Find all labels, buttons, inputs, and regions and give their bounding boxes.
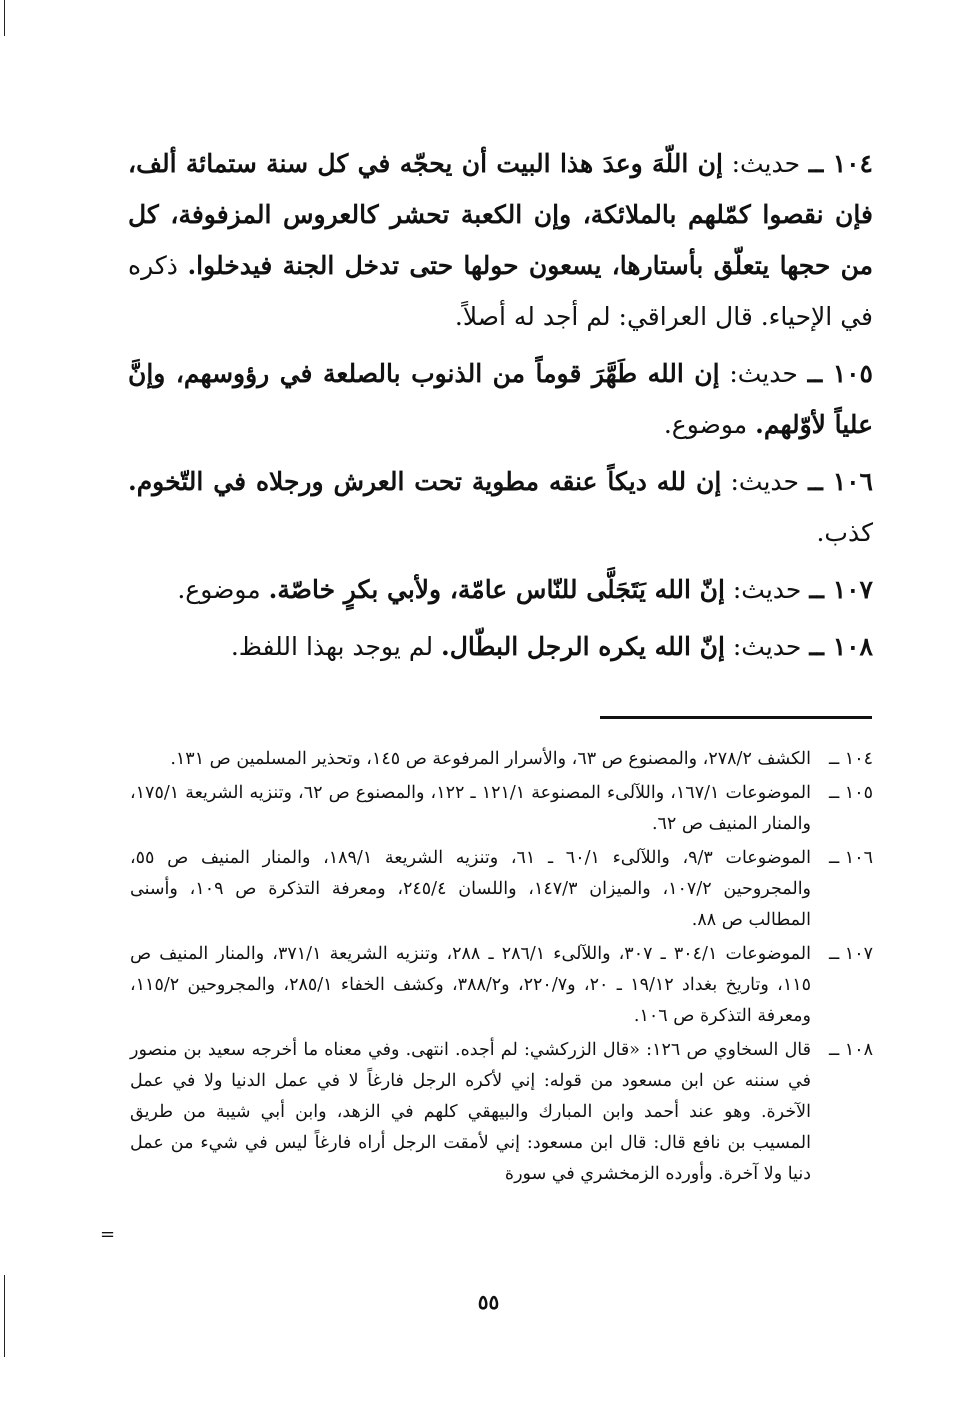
footnote-text: قال السخاوي ص ١٢٦: «قال الزركشي: لم أجده. انتهى. وفي معناه ما أخرجه سعيد بن منصور في سننه عن ابن مسعود من قوله: إني لأكره الرجل فارغاً لا في عمل الدنيا ولا في عمل الآخرة. وهو عند أحمد وابن المبارك والبيهقي كلهم في الزهد، وابن أبي شيبة من طريق المسيب بن نافع قال: قال ابن مسعود: إني لأمقت الرجل أراه فارغاً ليس في شيء من عمل دنيا ولا آخرة. وأورده الزمخشري في سورة [130,1040,811,1184]
hadith-text: إن لله ديكاً عنقه مطوية تحت العرش ورجلاه في التّخوم. [128,467,722,496]
hadith-text: إن اللّهَ وعدَ هذا البيت أن يحجّه في كل سنة ستمائة ألف، فإن نقصوا كمّلهم بالملائكة، وإن الكعبة تحشر كالعروس المزفوفة، كل من حجها يتعلّق بأستارها، يسعون حولها حتى تدخل الجنة فيدخلوا. [128,149,874,280]
footnote-text: الكشف ٢٧٨/٢، والمصنوع ص ٦٣، والأسرار المرفوعة ص ١٤٥، وتحذير المسلمين ص ١٣١. [170,749,811,769]
entry-number: ١٠٨ ــ [809,632,873,661]
footnote-text: الموضوعات ٣٠٤/١ ـ ٣٠٧، واللآلىء ٢٨٦/١ ـ ٢٨٨، وتنزيه الشريعة ٣٧١/١، والمنار المنيف ص ١١٥، وتاريخ بغداد ١٩/١٢ ـ ٢٠، و٢٢٠/٧، و٣٨٨/٢، وكشف الخفاء ٢٨٥/١، والمجروحين ١١٥/٢، ومعرفة التذكرة ص ١٠٦. [130,944,812,1026]
footnote-number: ١٠٥ ــ [828,783,873,803]
hadith-verdict: موضوع. [663,410,748,439]
hadith-text: إنّ الله يَتَجَلَّى للنّاس عامّة، ولأبي بكرٍ خاصّة. [268,575,725,604]
footnote [130,744,873,775]
hadith-entry [128,564,873,615]
hadith-entry [128,138,873,342]
entry-label: حديث: [730,467,799,496]
hadith-verdict: موضوع. [177,575,261,604]
entry-label: حديث: [729,359,798,388]
entry-number: ١٠٦ ــ [808,467,873,496]
footnote-text: الموضوعات ٩/٣، واللآلىء ٦٠/١ ـ ٦١، وتنزيه الشريعة ١٨٩/١، والمنار المنيف ص ٥٥، والمجروحين ١٠٧/٢، والميزان ١٤٧/٣، واللسان ٢٤٥/٤، ومعرفة التذكرة ص ١٠٩، وأسنى المطالب ص ٨٨. [130,848,812,930]
footnotes [130,744,873,1193]
footnote [130,939,873,1032]
footnote-number: ١٠٧ ــ [828,944,873,964]
footnote-separator [600,716,872,719]
hadith-verdict: لم يوجد بهذا اللفظ. [230,632,434,661]
footnote-number: ١٠٦ ــ [828,848,873,868]
hadith-text: إن الله طَهَّرَ قوماً من الذنوب بالصلعة في رؤوسهم، وإنَّ علياً لأوّلهم. [128,359,873,439]
entry-number: ١٠٧ ــ [809,575,873,604]
entry-number: ١٠٥ ــ [807,359,873,388]
scan-edge-mark [4,0,5,36]
hadith-verdict: كذب. [816,518,873,547]
footnote-number: ١٠٤ ــ [828,749,873,769]
entry-label: حديث: [732,575,802,604]
scan-edge-mark [4,1275,5,1357]
entry-number: ١٠٤ ــ [808,149,873,178]
footnote [130,778,873,840]
footnote-text: الموضوعات ١٦٧/١، واللآلىء المصنوعة ١٢١/١ ـ ١٢٢، والمصنوع ص ٦٢، وتنزيه الشريعة ١٧٥/١، والمنار المنيف ص ٦٢. [130,783,811,834]
hadith-entry [128,621,873,672]
entry-label: حديث: [731,149,801,178]
hadith-text: إنّ الله يكره الرجل البطّال. [441,632,725,661]
entry-label: حديث: [732,632,802,661]
footnote [130,843,873,936]
main-text [128,138,873,678]
hadith-verdict: ذكره في الإحياء. قال العراقي: لم أجد له أصلاً. [128,251,873,331]
footnote-number: ١٠٨ ــ [828,1040,873,1060]
footnote [130,1035,873,1190]
hadith-entry [128,348,873,450]
hadith-entry [128,456,873,558]
page-number: ٥٥ [477,1290,500,1314]
continuation-mark: = [100,1224,116,1245]
